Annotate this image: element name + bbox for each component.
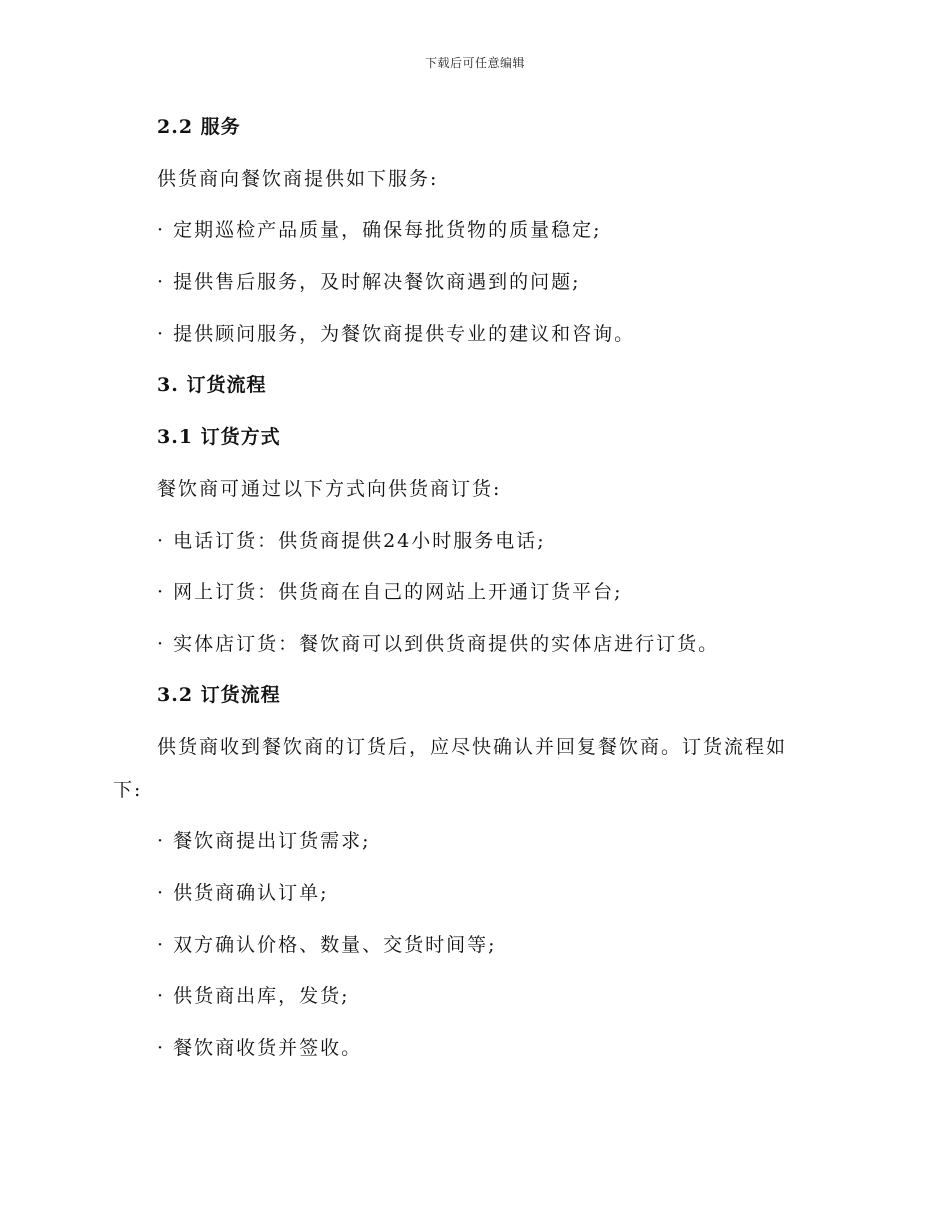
service-bullet-3: · 提供顾问服务，为餐饮商提供专业的建议和咨询。 (157, 323, 636, 345)
step-bullet-1: · 餐饮商提出订货需求; (157, 830, 371, 852)
process-intro-line-2: 下: (113, 779, 143, 801)
method-bullet-1: · 电话订货：供货商提供24小时服务电话; (157, 530, 546, 552)
service-bullet-2: · 提供售后服务，及时解决餐饮商遇到的问题; (157, 271, 581, 293)
section-heading-2-2: 2.2 服务 (157, 116, 241, 138)
page-header-note: 下载后可任意编辑 (424, 56, 525, 70)
process-intro-line-1: 供货商收到餐饮商的订货后，应尽快确认并回复餐饮商。订货流程如 (157, 736, 788, 758)
step-bullet-5: · 餐饮商收货并签收。 (157, 1037, 363, 1059)
section-heading-3-2: 3.2 订货流程 (157, 684, 281, 706)
services-intro-paragraph: 供货商向餐饮商提供如下服务: (157, 168, 439, 190)
service-bullet-1: · 定期巡检产品质量，确保每批货物的质量稳定; (157, 219, 602, 241)
methods-intro-paragraph: 餐饮商可通过以下方式向供货商订货: (157, 478, 502, 500)
step-bullet-4: · 供货商出库，发货; (157, 985, 350, 1007)
method-bullet-3: · 实体店订货：餐饮商可以到供货商提供的实体店进行订货。 (157, 633, 720, 655)
section-heading-3: 3. 订货流程 (157, 374, 267, 396)
step-bullet-3: · 双方确认价格、数量、交货时间等; (157, 934, 497, 956)
step-bullet-2: · 供货商确认订单; (157, 882, 329, 904)
method-bullet-2: · 网上订货：供货商在自己的网站上开通订货平台; (157, 581, 623, 603)
section-heading-3-1: 3.1 订货方式 (157, 426, 281, 448)
